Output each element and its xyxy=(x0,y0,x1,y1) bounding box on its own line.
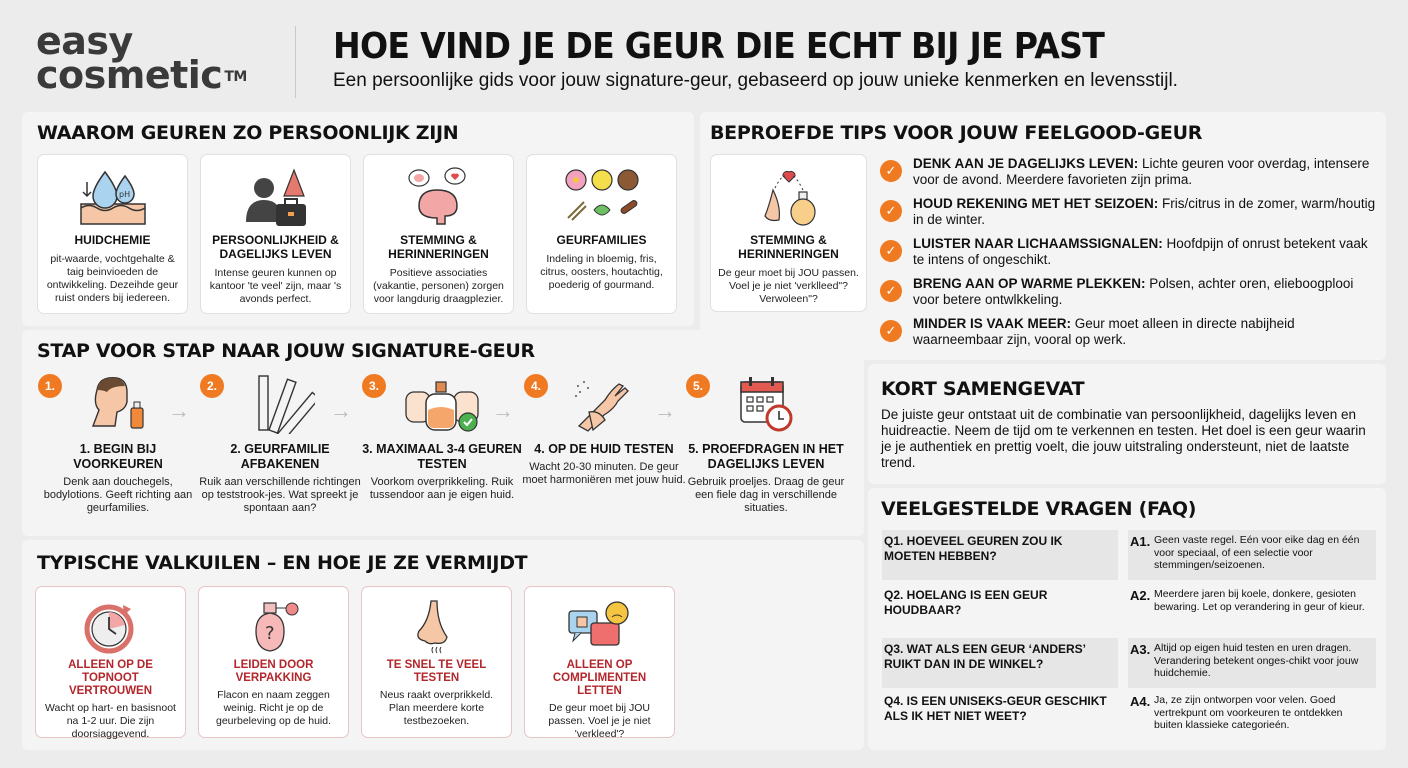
section-title: TYPISCHE VALKUILEN – EN HOE JE ZE VERMIJDT xyxy=(37,552,528,574)
faq-item xyxy=(882,638,1376,688)
svg-text:pH: pH xyxy=(118,190,130,199)
steps-section xyxy=(22,330,864,536)
page-title: HOE VIND JE DE GEUR DIE ECHT BIJ JE PAST xyxy=(333,26,1105,67)
arrow-icon: → xyxy=(330,398,352,423)
why-card-scent-families: GEURFAMILIES Indeling in bloemig, fris, citrus, oosters, houtachtig, poederig of gourmand. xyxy=(526,154,677,314)
tip-item: ✓ LUISTER NAAR LICHAAMSSIGNALEN: Hoofdpijn of onrust betekent vaak te intens of ongeschikt. xyxy=(880,236,1380,268)
faq-question: Q4. IS EEN UNISEKS-GEUR GESCHIKT ALS IK HET NIET WEET? xyxy=(884,694,1107,723)
step-4: 4. 4. OP DE HUID TESTEN Wacht 20-30 minuten. De geur moet harmoniëren met jouw huid. xyxy=(522,370,686,487)
header xyxy=(0,0,1408,108)
section-title: KORT SAMENGEVAT xyxy=(881,378,1085,400)
scent-families-icon xyxy=(527,163,676,233)
faq-item xyxy=(882,584,1376,634)
summary-section xyxy=(868,364,1386,484)
step-number-badge: 4. xyxy=(524,374,548,398)
pitfalls-section xyxy=(22,540,864,750)
faq-question: Q1. HOEVEEL GEUREN ZOU IK MOETEN HEBBEN? xyxy=(882,530,1118,580)
faq-item xyxy=(882,690,1376,740)
step-number-badge: 3. xyxy=(362,374,386,398)
pitfall-card-packaging: ? LEIDEN DOOR VERPAKKING Flacon en naam zeggen weinig. Richt je op de geurbeleving op de huid. xyxy=(198,586,349,738)
faq-question: Q3. WAT ALS EEN GEUR ‘ANDERS’ RUIKT DAN IN DE WINKEL? xyxy=(882,638,1118,688)
why-personal-section xyxy=(22,112,694,326)
step-number-badge: 1. xyxy=(38,374,62,398)
brain-thoughts-icon xyxy=(364,163,513,233)
arrow-icon: → xyxy=(654,398,676,423)
svg-text:?: ? xyxy=(264,623,275,644)
page-subtitle: Een persoonlijke gids voor jouw signature-geur, gebaseerd op jouw unieke kenmerken en levensstijl. xyxy=(333,70,1178,91)
check-icon: ✓ xyxy=(880,320,902,342)
faq-section xyxy=(868,488,1386,750)
faq-answer: A2. Meerdere jaren bij koele, donkere, gesioten bewaring. Let op verandering in geur of kieur. xyxy=(1130,588,1365,613)
person-party-briefcase-icon xyxy=(201,163,350,233)
faq-item xyxy=(882,530,1376,580)
nose-heart-perfume-icon xyxy=(711,163,866,233)
check-icon: ✓ xyxy=(880,160,902,182)
step-number-badge: 2. xyxy=(200,374,224,398)
step-number-badge: 5. xyxy=(686,374,710,398)
section-title: BEPROEFDE TIPS VOOR JOUW FEELGOOD-GEUR xyxy=(710,122,1203,144)
step-3: 3. 3. MAXIMAAL 3-4 GEUREN TESTEN Voorkom overprikkeling. Ruik tussendoor aan je eigen huid. xyxy=(360,370,524,502)
arrow-icon: → xyxy=(168,398,190,423)
pitfall-card-topnote: ALLEEN OP DE TOPNOOT VERTROUWEN Wacht op hart- en basisnoot na 1-2 uur. Die zijn doorsiaggevend. xyxy=(35,586,186,738)
tips-card-mood: STEMMING & HERINNERINGEN De geur moet bij JOU passen. Voel je je niet 'verklleed"? Verwoleen"? xyxy=(710,154,867,312)
section-title: STAP VOOR STAP NAAR JOUW SIGNATURE-GEUR xyxy=(37,340,535,362)
section-title: WAAROM GEUREN ZO PERSOONLIJK ZIJN xyxy=(37,122,459,144)
pitfall-card-overtesting: TE SNEL TE VEEL TESTEN Neus raakt overprikkeld. Plan meerdere korte testbezoeken. xyxy=(361,586,512,738)
tip-item: ✓ DENK AAN JE DAGELIJKS LEVEN: Lichte geuren voor overdag, intensere voor de avond. Meerdere favorieten zijn prima. xyxy=(880,156,1380,188)
logo: easy cosmetic ™ xyxy=(36,19,247,97)
check-icon: ✓ xyxy=(880,200,902,222)
skin-ph-drops-icon xyxy=(38,163,187,233)
tip-item: ✓ BRENG AAN OP WARME PLEKKEN: Polsen, achter oren, elieboogplooi voor betere ontwlkkeling. xyxy=(880,276,1380,308)
faq-question: Q2. HOELANG IS EEN GEUR HOUDBAAR? xyxy=(884,588,1048,617)
faq-answer: A4. Ja, ze zijn ontworpen voor velen. Goed vertrekpunt om voorkeuren te ontdekken buiten klassieke categorieén. xyxy=(1130,694,1343,731)
tip-item: ✓ MINDER IS VAAK MEER: Geur moet alleen in directe nabijheid waarneembaar zijn, vooral op werk. xyxy=(880,316,1380,348)
clock-rewind-icon xyxy=(36,595,185,659)
tips-list xyxy=(880,156,1380,356)
summary-text: De juiste geur ontstaat uit de combinatie van persoonlijkheid, dagelijks leven en huidreactie. Neem de tijd om te verkennen en testen. Het doel is een geur waarin je je authentiek en prettig voelt, die jouw uitstraling ondersteunt, niet de laatste trend. xyxy=(881,407,1366,470)
step-1: 1. 1. BEGIN BIJ VOORKEUREN Denk aan douchegels, bodylotions. Geeft richting aan geurfamilies. xyxy=(36,370,200,515)
header-divider xyxy=(295,26,296,98)
step-5: 5. 5. PROEFDRAGEN IN HET DAGELIJKS LEVEN Gebruik proeljes. Draag de geur een fiele dag in verschillende situaties. xyxy=(684,370,848,515)
section-title: VEELGESTELDE VRAGEN (FAQ) xyxy=(881,498,1197,520)
compliments-chat-icon xyxy=(525,595,674,659)
arrow-icon: → xyxy=(492,398,514,423)
why-card-skin-chemistry: pH HUIDCHEMIE pit-waarde, vochtgehalte & taig beinvioeden de ontwikkeling. Dezeihde geur ruist onders bij iedereen. xyxy=(37,154,188,314)
why-card-mood: STEMMING & HERINNERINGEN Positieve associaties (vakantie, personen) zorgen voor langdurig draagplezier. xyxy=(363,154,514,314)
perfume-question-icon xyxy=(199,595,348,659)
step-2: 2. 2. GEURFAMILIE AFBAKENEN Ruik aan verschillende richtingen op teststrook-jes. Wat spreekt je spontaan aan? xyxy=(198,370,362,515)
faq-answer: A3. Altijd op eigen huid testen en uren dragen. Verandering betekent onges-chikt voor jouw huidchemie. xyxy=(1128,638,1376,688)
why-card-personality: PERSOONLIJKHEID & DAGELIJKS LEVEN Intense geuren kunnen op kantoor 'te veel' zijn, maar 's avonds perfect. xyxy=(200,154,351,314)
check-icon: ✓ xyxy=(880,280,902,302)
nose-smell-icon xyxy=(362,595,511,659)
tips-section xyxy=(700,112,1386,360)
pitfall-card-compliments: ALLEEN OP COMPLIMENTEN LETTEN De geur moet bij JOU passen. Voel je je niet 'verkleed'? xyxy=(524,586,675,738)
check-icon: ✓ xyxy=(880,240,902,262)
tip-item: ✓ HOUD REKENING MET HET SEIZOEN: Fris/citrus in de zomer, warm/houtig in de winter. xyxy=(880,196,1380,228)
faq-answer: A1. Geen vaste regel. Eén voor eike dag en één voor speciaal, of een selectie voor stemmingen/seizoenen. xyxy=(1128,530,1376,580)
